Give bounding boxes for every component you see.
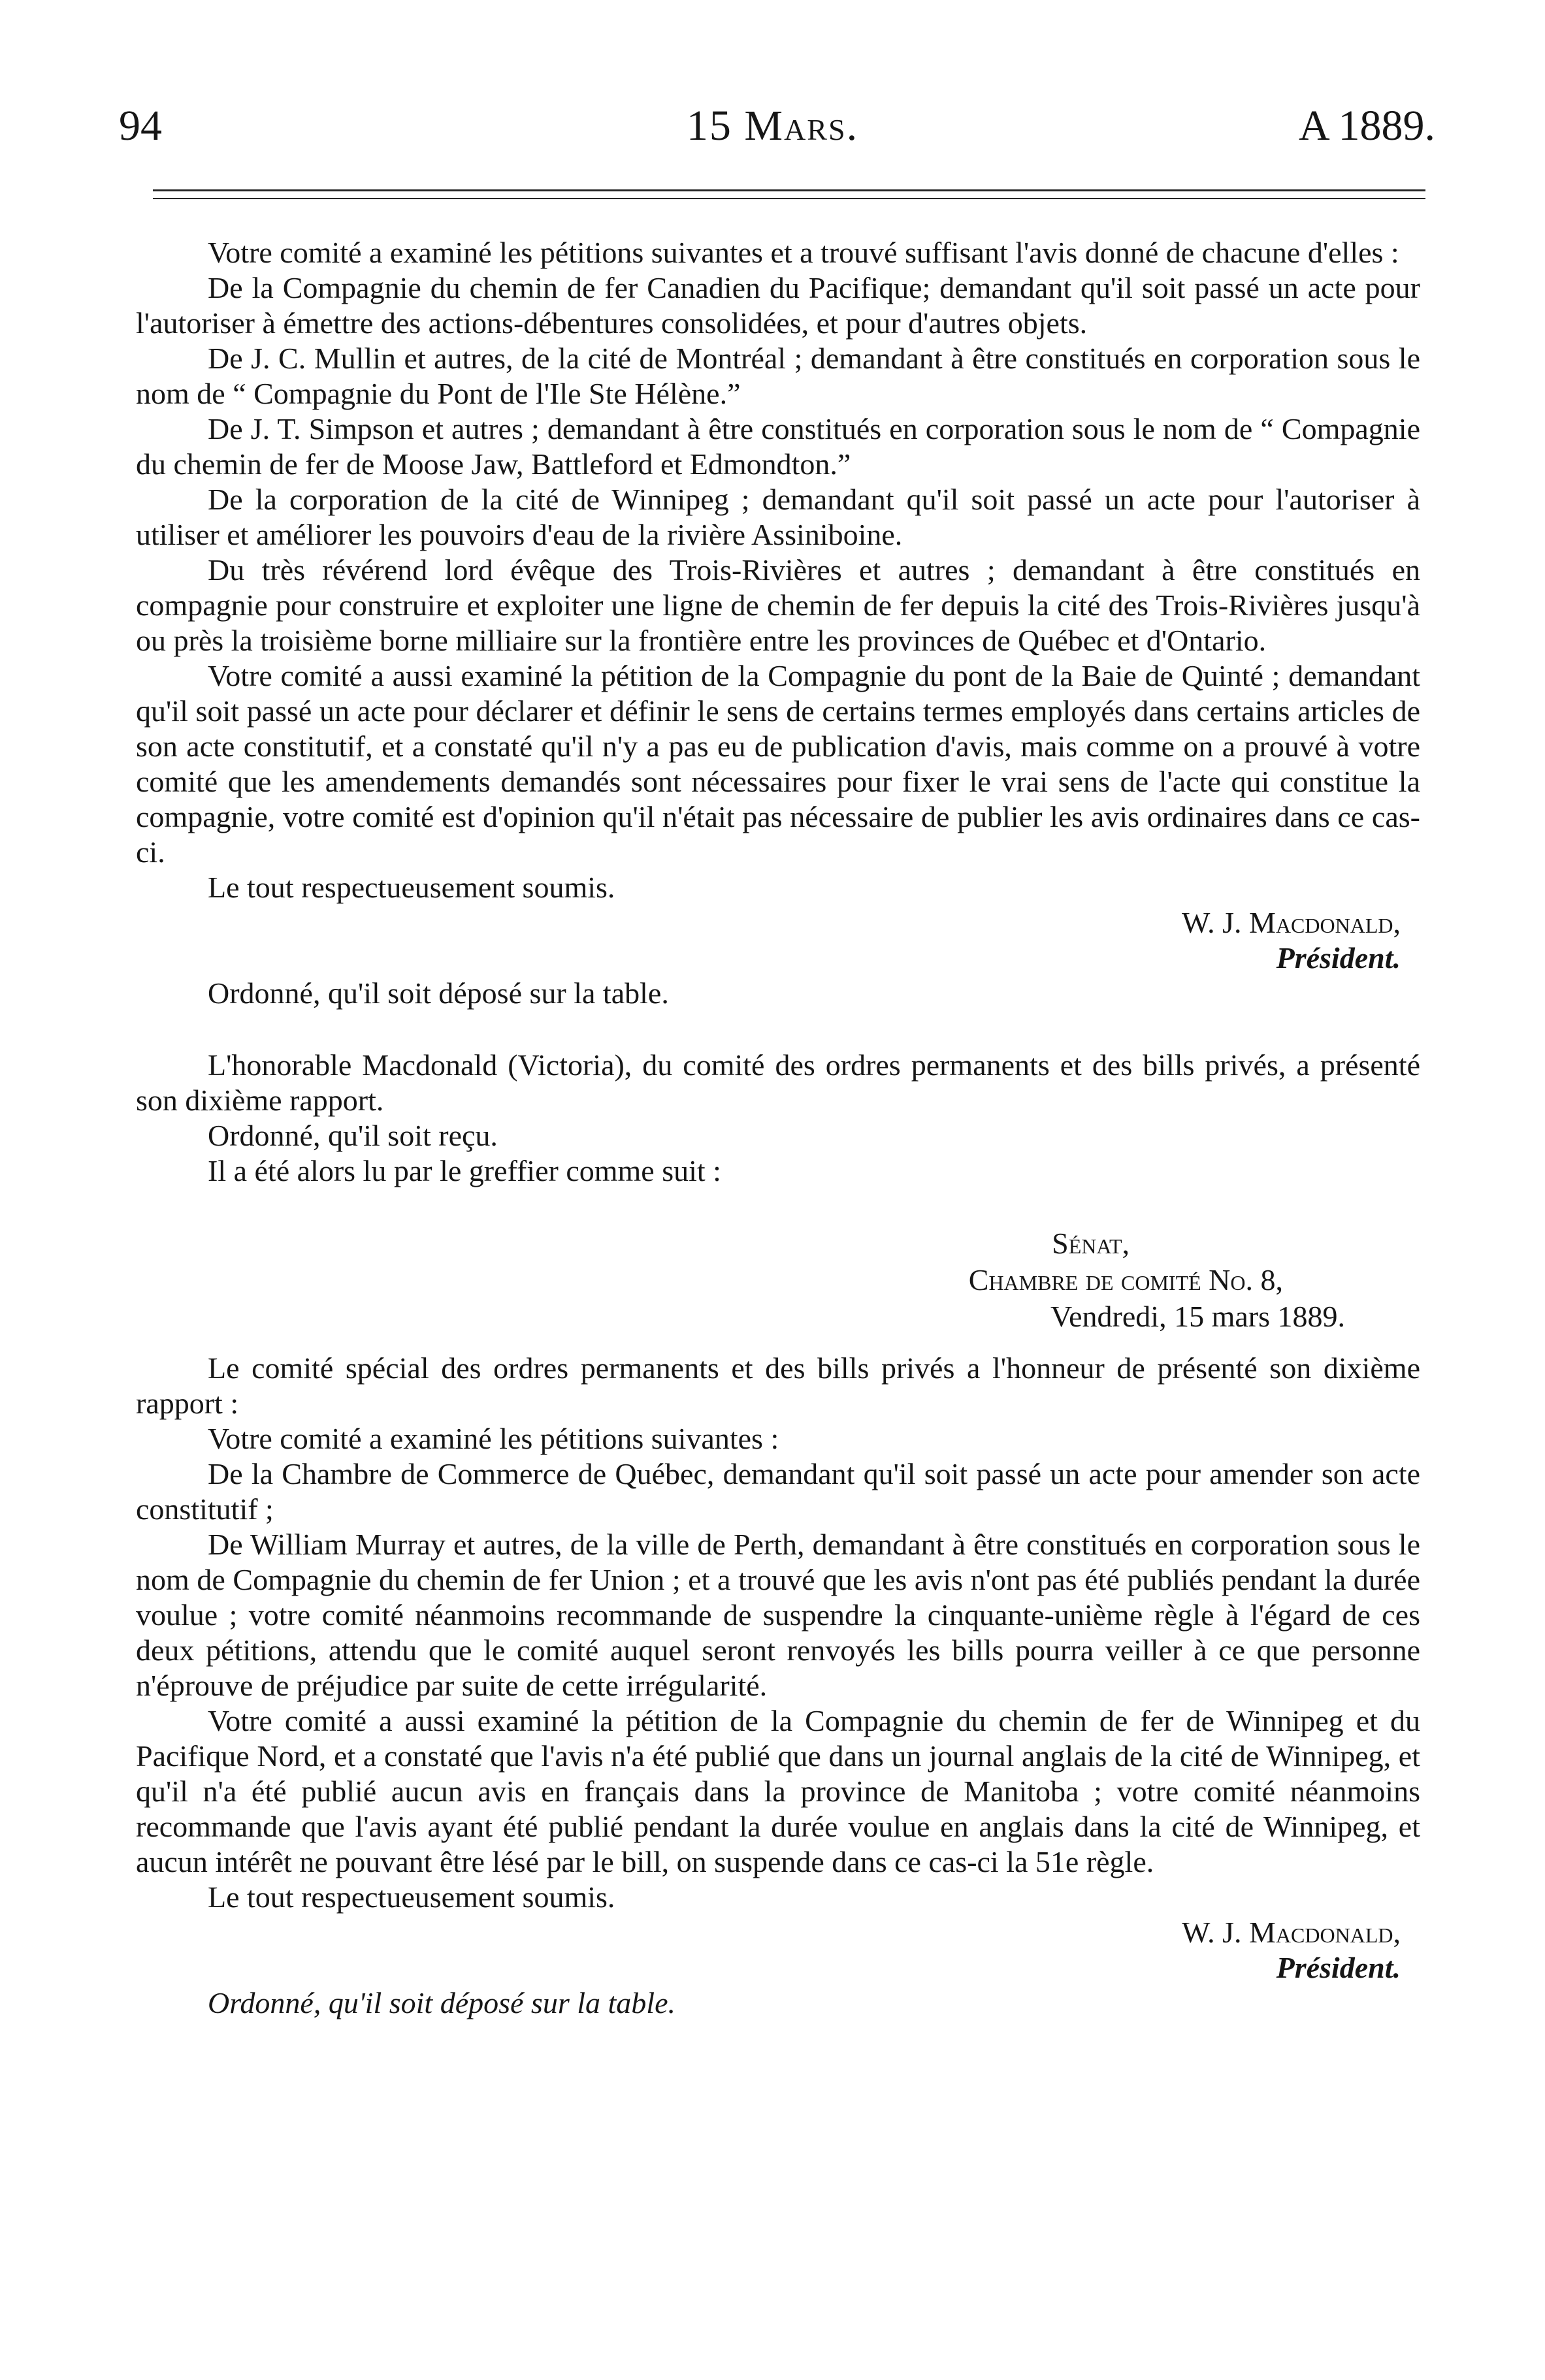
report1-item-2: De J. C. Mullin et autres, de la cité de Montréal ; demandant à être constitués en corporation sous le nom de “ Compagnie du Pont de l'Ile Ste Hélène.” xyxy=(136,342,1420,410)
report2-heading xyxy=(136,1225,1420,1335)
running-header-date: 15 Mars. xyxy=(686,102,859,150)
report2-item-2: De William Murray et autres, de la ville de Perth, demandant à être constitués en corporation sous le nom de Compagnie du chemin de fer Union ; et a trouvé que les avis n'ont pas été publiés pendant la durée voulue ; votre comité néanmoins recommande de suspendre la cinquante-unième règle à l'égard de ces deux pétitions, attendu que le comité auquel seront renvoyés les bills pourra veiller à ce que personne n'éprouve de préjudice par suite de cette irrégularité. xyxy=(136,1528,1420,1702)
spacer xyxy=(136,1011,1420,1048)
report1-order: Ordonné, qu'il soit déposé sur la table. xyxy=(208,976,669,1010)
report2-heading-senate: Sénat, xyxy=(1052,1227,1130,1260)
report2-signature-name: W. J. Macdonald, xyxy=(1181,1916,1401,1949)
report2-closing: Le tout respectueusement soumis. xyxy=(208,1880,615,1914)
body-text xyxy=(136,235,1420,2021)
report1-item-4: De la corporation de la cité de Winnipeg ; demandant qu'il soit passé un acte pour l'autoriser à utiliser et améliorer les pouvoirs d'eau de la rivière Assiniboine. xyxy=(136,483,1420,551)
report1-closing: Le tout respectueusement soumis. xyxy=(208,871,615,904)
report1-item-5: Du très révérend lord évêque des Trois-Rivières et autres ; demandant à être constitués en compagnie pour construire et exploiter une ligne de chemin de fer depuis la cité des Trois-Rivières jusqu'à ou près la troisième borne milliaire sur la frontière entre les provinces de Québec et d'Ontario. xyxy=(136,553,1420,657)
report2-signature xyxy=(136,1915,1420,1950)
report1-item-1: De la Compagnie du chemin de fer Canadien du Pacifique; demandant qu'il soit passé un acte pour l'autoriser à émettre des actions-débentures consolidées, et pour d'autres objets. xyxy=(136,271,1420,340)
report2-heading-date: Vendredi, 15 mars 1889. xyxy=(1050,1300,1345,1333)
report1-signature-title-line xyxy=(136,941,1420,976)
report1-signature-name: W. J. Macdonald, xyxy=(1181,906,1401,939)
spacer xyxy=(136,1189,1420,1225)
report2-signature-title: Président. xyxy=(1276,1951,1401,1984)
report2-item-1: De la Chambre de Commerce de Québec, demandant qu'il soit passé un acte pour amender son acte constitutif ; xyxy=(136,1457,1420,1526)
report2-item-3: Votre comité a aussi examiné la pétition de la Compagnie du chemin de fer de Winnipeg et du Pacifique Nord, et a constaté que l'avis n'a été publié que dans un journal anglais de la cité de Winnipeg, et qu'il n'a été publié aucun avis en français dans la province de Manitoba ; votre comité néanmoins recommande que l'avis ayant été publié pendant la durée voulue en anglais dans la cité de Winnipeg, et aucun intérêt ne pouvant être lésé par le bill, on suspende dans ce cas-ci la 51e règle. xyxy=(136,1704,1420,1878)
report1-item-3: De J. T. Simpson et autres ; demandant à être constitués en corporation sous le nom de “ Compagnie du chemin de fer de Moose Jaw, Battleford et Edmondton.” xyxy=(136,412,1420,481)
middle-intro: L'honorable Macdonald (Victoria), du comité des ordres permanents et des bills privés, a présenté son dixième rapport. xyxy=(136,1048,1420,1117)
report1-intro: Votre comité a examiné les pétitions suivantes et a trouvé suffisant l'avis donné de chacune d'elles : xyxy=(208,236,1399,269)
report1-signature xyxy=(136,905,1420,941)
page-number: 94 xyxy=(119,102,162,150)
report2-signature-title-line xyxy=(136,1950,1420,1986)
header-rule-thin xyxy=(153,198,1425,199)
running-header-year: A 1889. xyxy=(1298,102,1435,150)
report2-examined: Votre comité a examiné les pétitions suivantes : xyxy=(208,1422,779,1455)
report1-item-6: Votre comité a aussi examiné la pétition de la Compagnie du pont de la Baie de Quinté ; demandant qu'il soit passé un acte pour déclarer et définir le sens de certains termes employés dans certains articles de son acte constitutif, et a constaté qu'il n'y a pas eu de publication d'avis, mais comme on a prouvé à votre comité que les amendements demandés sont nécessaires pour fixer le vrai sens de l'acte qui constitue la compagnie, votre comité est d'opinion qu'il n'était pas nécessaire de publier les avis ordinaires dans ce cas-ci. xyxy=(136,659,1420,869)
spacer xyxy=(136,1335,1420,1351)
report2-order: Ordonné, qu'il soit déposé sur la table. xyxy=(208,1986,675,2019)
report2-heading-chamber: Chambre de comité No. 8, xyxy=(968,1263,1283,1296)
header-rule xyxy=(153,189,1425,191)
report2-intro: Le comité spécial des ordres permanents et des bills privés a l'honneur de présenté son dixième rapport : xyxy=(136,1351,1420,1420)
middle-read: Il a été alors lu par le greffier comme suit : xyxy=(208,1154,721,1187)
report1-signature-title: Président. xyxy=(1276,941,1401,974)
middle-received: Ordonné, qu'il soit reçu. xyxy=(208,1119,498,1152)
